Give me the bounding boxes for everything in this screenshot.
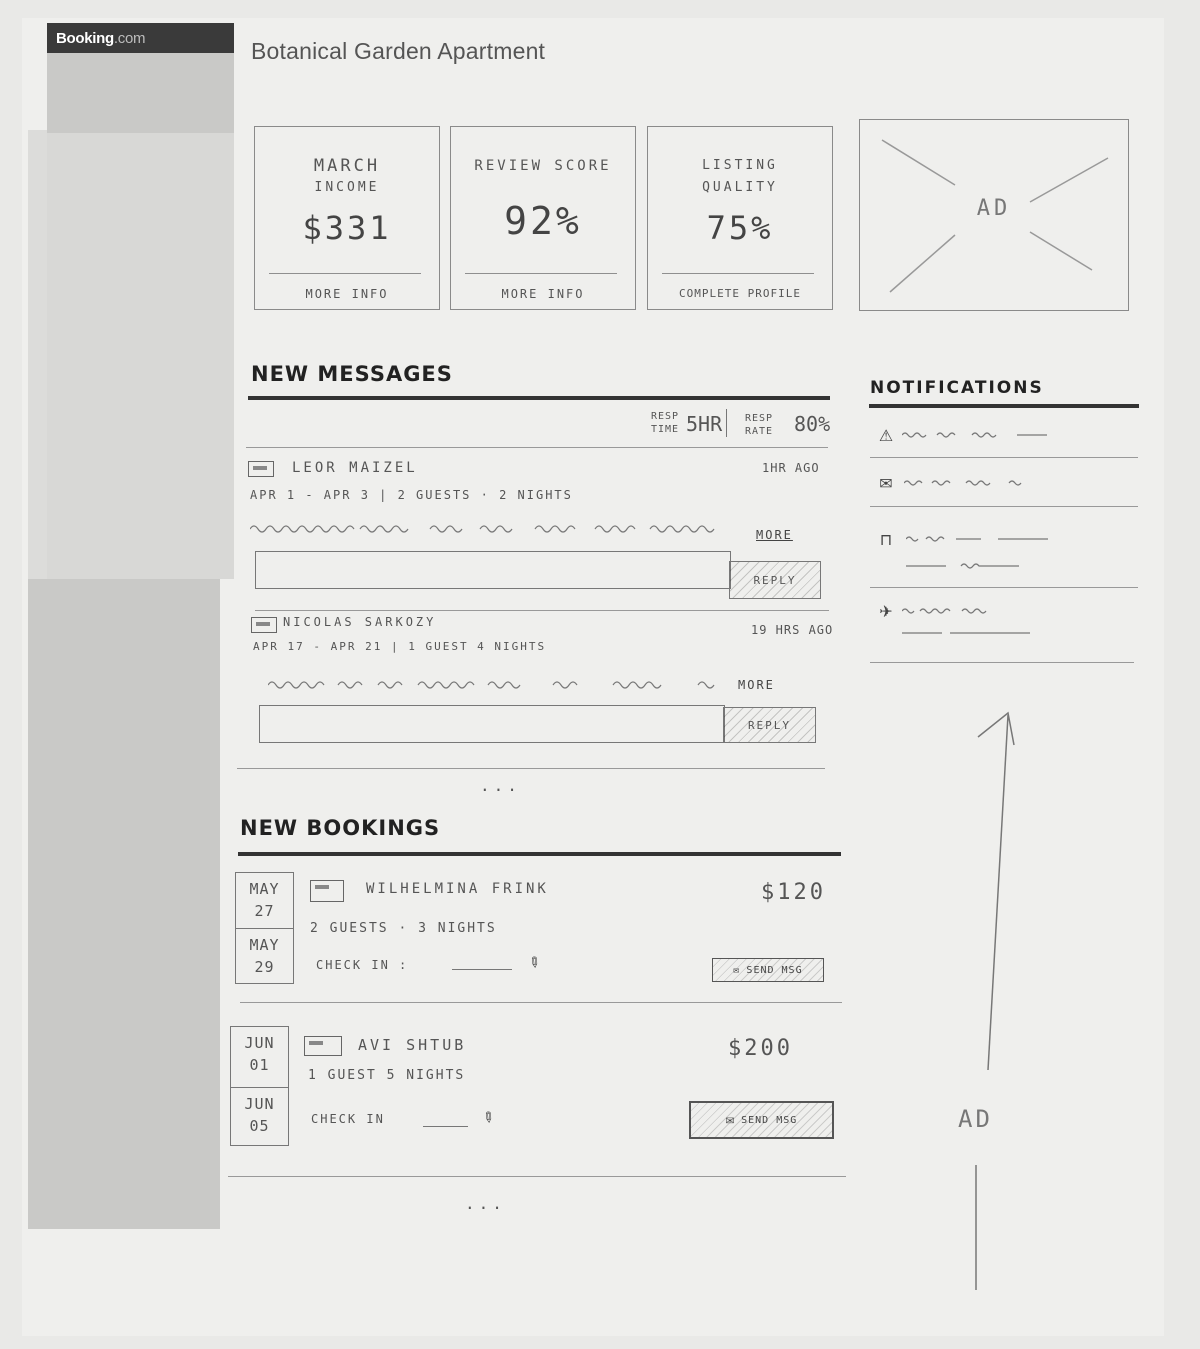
message-sender-name[interactable]: NICOLAS SARKOZY [283, 615, 437, 629]
stat-title-line1: LISTING [702, 158, 778, 173]
reply-button[interactable]: REPLY [729, 561, 821, 599]
sidebar-lower [28, 579, 220, 1229]
message-time: 1HR AGO [762, 461, 820, 475]
notification-text [906, 534, 1106, 574]
date-from-day: 27 [254, 902, 275, 920]
date-to-month: JUN [244, 1095, 275, 1113]
booking-date-range [235, 872, 294, 984]
divider [228, 1176, 846, 1177]
checkin-label: CHECK IN [311, 1112, 385, 1126]
resp-time-value: 5HR [686, 412, 723, 436]
stat-title-line2: INCOME [314, 180, 380, 195]
notification-item[interactable] [870, 472, 1138, 502]
date-to-month: MAY [249, 936, 280, 954]
resp-rate-value: 80% [794, 412, 831, 436]
checkin-field[interactable] [452, 969, 512, 970]
checkin-field[interactable] [423, 1126, 468, 1127]
divider [246, 447, 828, 448]
divider [240, 1002, 842, 1003]
pencil-icon[interactable]: ✎ [524, 953, 544, 973]
notification-item[interactable] [870, 602, 1138, 642]
divider [662, 273, 814, 274]
resp-time-label: RESP TIME [651, 411, 680, 435]
message-details: APR 17 - APR 21 | 1 GUEST 4 NIGHTS [253, 640, 547, 653]
message-more-link[interactable]: MORE [756, 528, 793, 542]
reply-button[interactable]: REPLY [723, 707, 816, 743]
notification-text [902, 430, 1052, 440]
resp-rate-label: RESP RATE [745, 413, 774, 437]
stat-title-line2: QUALITY [702, 180, 778, 195]
sidebar-edge [28, 130, 47, 579]
complete-profile-link[interactable]: COMPLETE PROFILE [679, 287, 801, 300]
sidebar-nav [47, 133, 234, 579]
send-message-label: SEND MSG [746, 964, 803, 976]
message-preview-text [268, 676, 738, 694]
stat-card-review [450, 126, 636, 310]
notifications-title-rule [869, 404, 1139, 408]
calendar-icon: ⊓ [879, 530, 893, 549]
brand-logo[interactable] [47, 23, 234, 53]
ad-placeholder[interactable] [859, 119, 1129, 311]
send-message-label: SEND MSG [741, 1114, 798, 1126]
brand-suffix: .com [113, 30, 146, 47]
pin-icon: ✈ [879, 602, 893, 621]
bookings-section-title: NEW BOOKINGS [240, 816, 441, 840]
stat-card-income [254, 126, 440, 310]
notification-text [904, 478, 1034, 488]
booking-price: $120 [761, 880, 826, 905]
bookings-title-rule [238, 852, 841, 856]
date-to-day: 05 [249, 1117, 270, 1135]
ad-label: AD [976, 196, 1012, 221]
divider [870, 506, 1138, 507]
notification-text [902, 606, 1102, 642]
guest-name[interactable]: AVI SHTUB [358, 1036, 467, 1054]
date-from-month: MAY [249, 880, 280, 898]
stat-value: 75% [706, 209, 774, 247]
warning-icon: ⚠ [878, 426, 894, 445]
mail-icon: ✉ [879, 474, 893, 493]
ad-arrow-icon [960, 705, 1020, 1305]
checkin-label: CHECK IN : [316, 958, 409, 972]
messages-section-title: NEW MESSAGES [251, 362, 453, 386]
divider [465, 273, 617, 274]
message-sender-name[interactable]: LEOR MAIZEL [292, 460, 418, 476]
stat-title-line1: REVIEW SCORE [474, 158, 612, 174]
pencil-icon[interactable]: ✎ [478, 1108, 498, 1128]
flag-icon [310, 880, 344, 902]
divider [269, 273, 421, 274]
booking-details: 2 GUESTS · 3 NIGHTS [310, 921, 497, 936]
divider [870, 587, 1138, 588]
date-to-day: 29 [254, 958, 275, 976]
stat-title-line1: MARCH [313, 156, 381, 176]
notification-item[interactable] [870, 528, 1138, 574]
messages-more-ellipsis[interactable]: ... [480, 776, 521, 795]
notifications-section-title: NOTIFICATIONS [870, 378, 1044, 398]
booking-date-range [230, 1026, 289, 1146]
stat-value: $331 [302, 209, 392, 247]
booking-price: $200 [728, 1036, 793, 1061]
message-time: 19 HRS AGO [751, 623, 834, 637]
date-from-day: 01 [249, 1056, 270, 1074]
more-info-link[interactable]: MORE INFO [305, 287, 389, 301]
divider [870, 662, 1134, 663]
date-from-month: JUN [244, 1034, 275, 1052]
divider [870, 457, 1138, 458]
side-ad-label[interactable]: AD [958, 1105, 993, 1133]
divider [237, 768, 825, 769]
booking-details: 1 GUEST 5 NIGHTS [308, 1068, 466, 1083]
flag-icon [304, 1036, 342, 1056]
stat-card-listing [647, 126, 833, 310]
mail-icon: ✉ [733, 964, 741, 976]
messages-title-rule [248, 396, 830, 400]
more-info-link[interactable]: MORE INFO [501, 287, 585, 301]
mail-icon: ✉ [725, 1112, 736, 1128]
send-message-button[interactable] [689, 1101, 834, 1139]
message-more-link[interactable]: MORE [738, 678, 775, 692]
message-preview-text [250, 520, 750, 538]
stat-value: 92% [504, 199, 582, 243]
send-message-button[interactable] [712, 958, 824, 982]
divider [255, 610, 829, 611]
flag-icon [248, 461, 274, 477]
reply-input[interactable] [255, 551, 731, 589]
page-title: Botanical Garden Apartment [251, 38, 546, 64]
bookings-more-ellipsis[interactable]: ... [465, 1194, 506, 1213]
flag-icon [251, 617, 277, 633]
notification-item[interactable] [870, 424, 1138, 454]
divider [726, 409, 727, 437]
message-details: APR 1 - APR 3 | 2 GUESTS · 2 NIGHTS [250, 488, 573, 502]
brand-name: Booking [56, 30, 114, 47]
reply-input[interactable] [259, 705, 725, 743]
guest-name[interactable]: WILHELMINA FRINK [366, 881, 549, 897]
